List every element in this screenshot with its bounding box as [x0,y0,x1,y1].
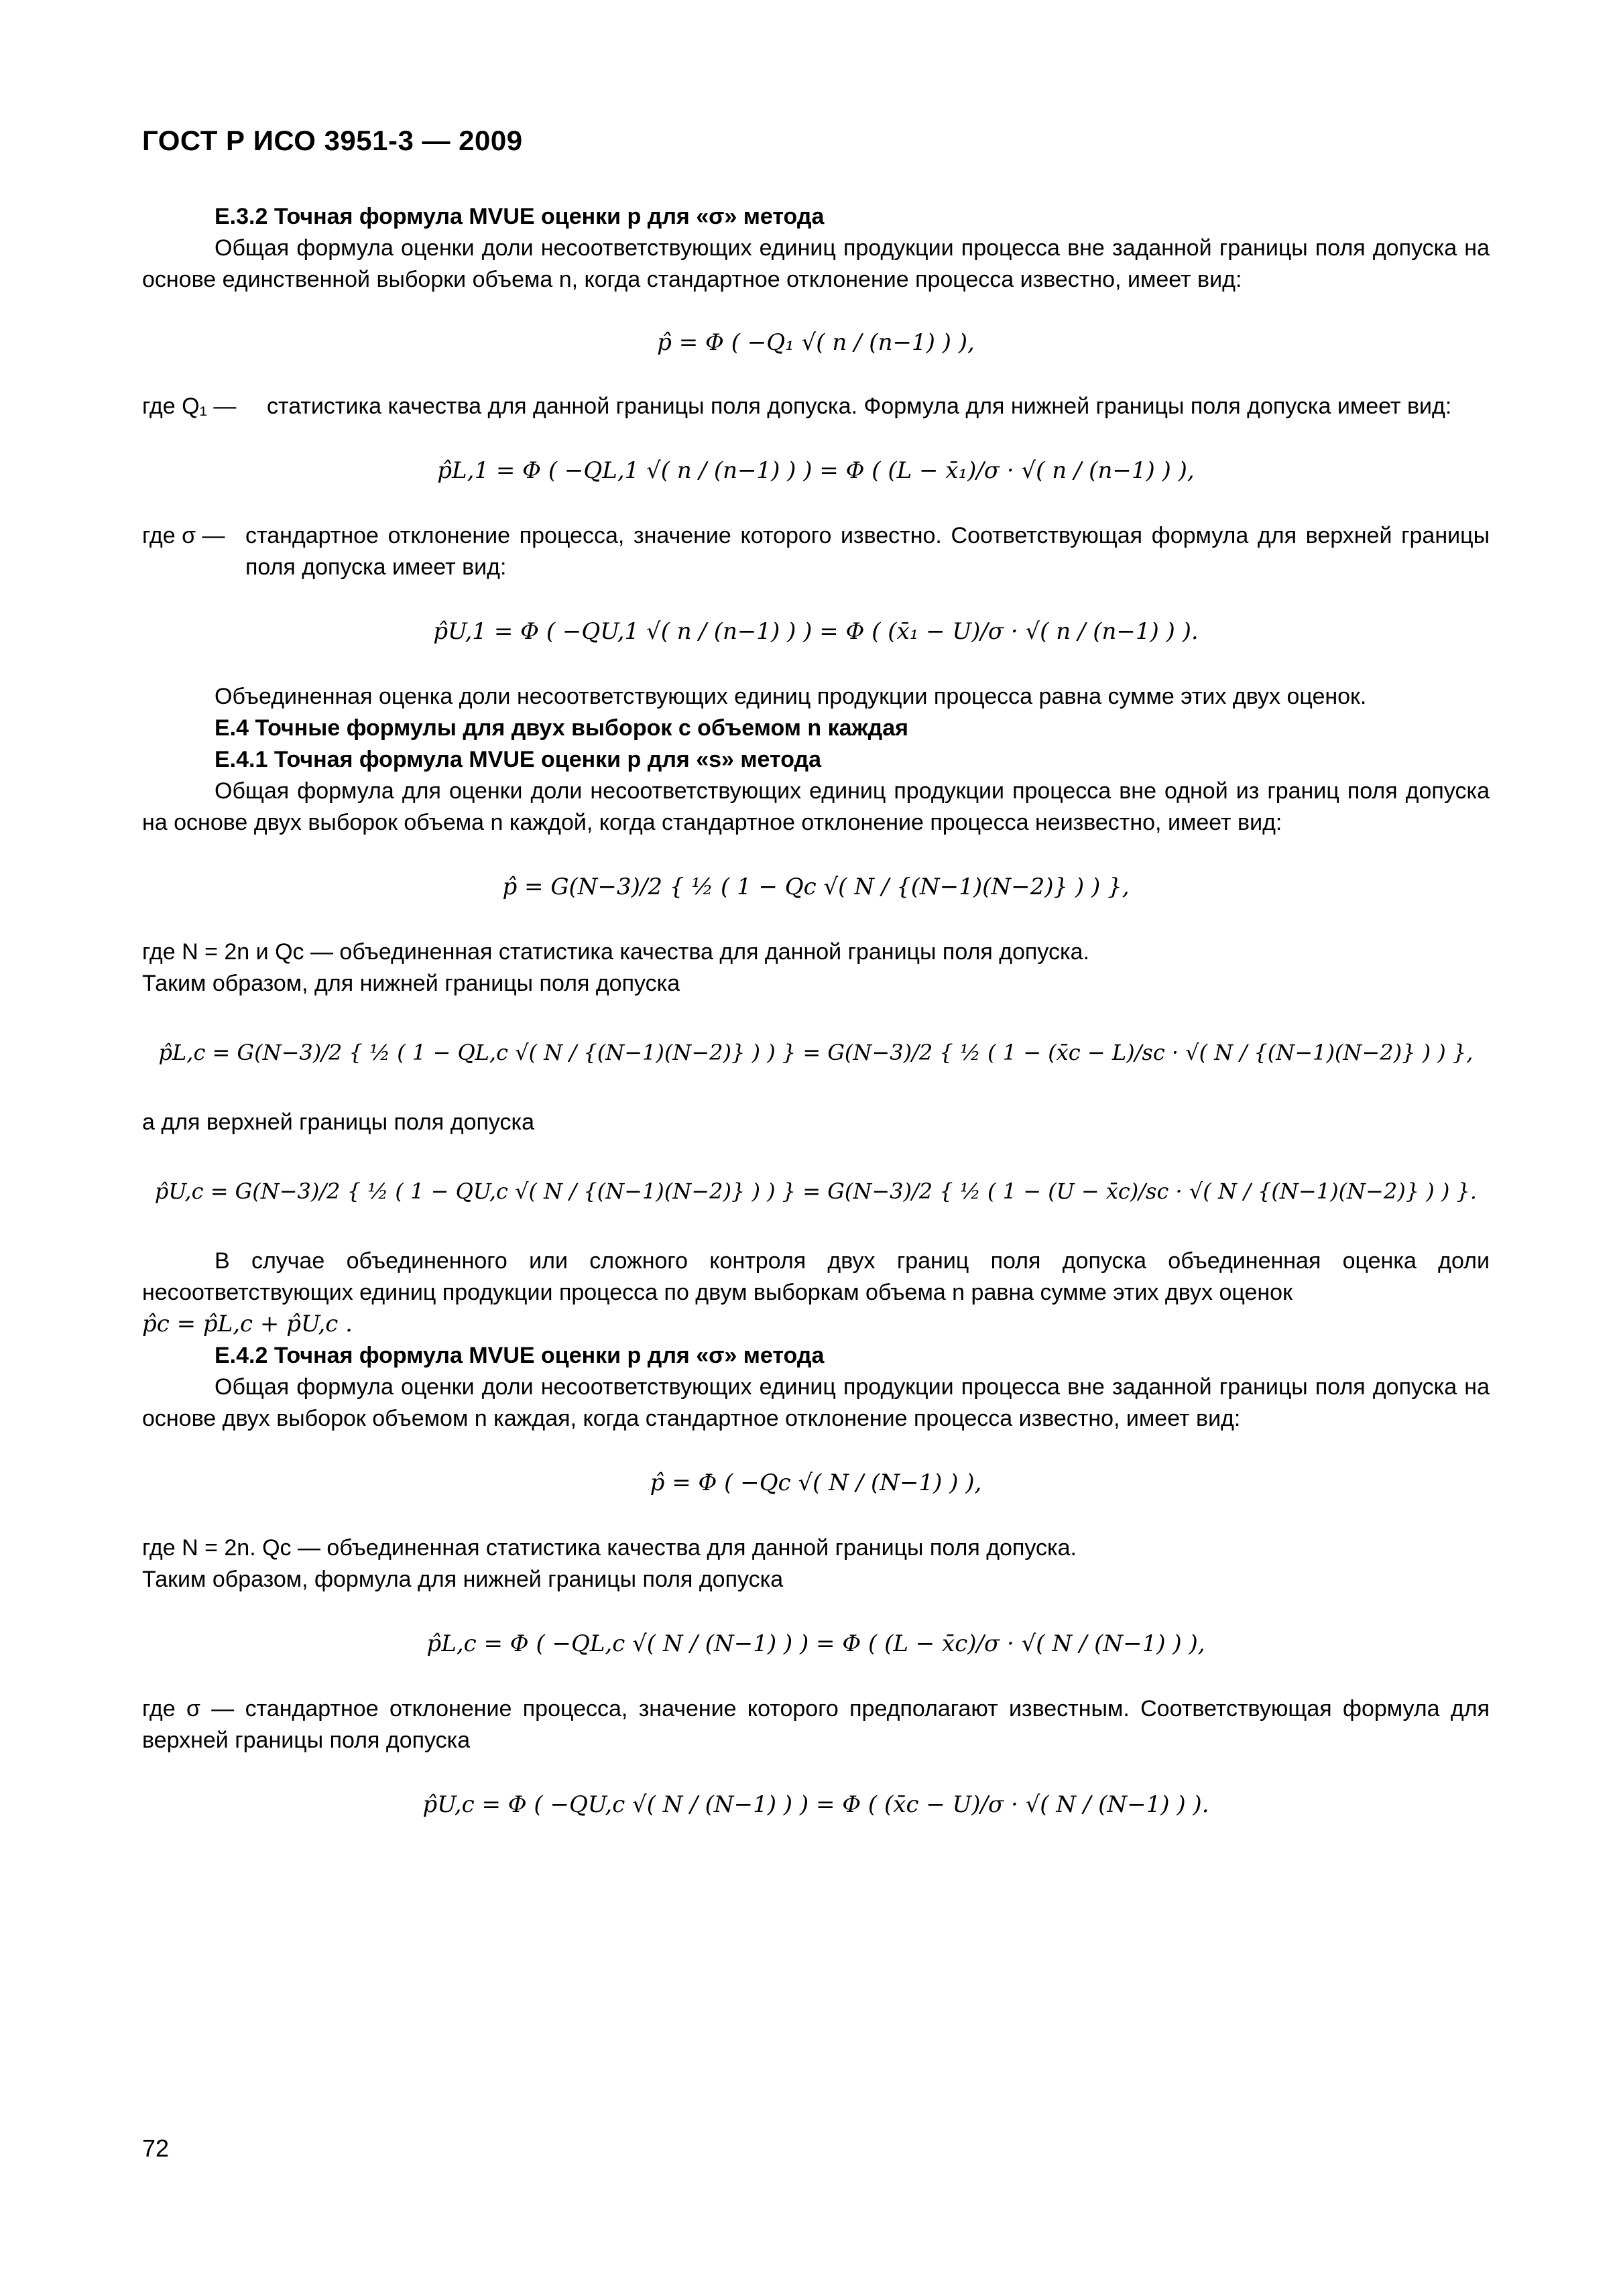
paragraph-combined [142,1246,1490,1309]
document-body [142,201,1490,1854]
paragraph-e32-sum: Объединенная оценка доли несоответствующих единиц продукции процесса равна сумме этих двух оценок. [215,684,1367,709]
paragraph-e41-intro: Общая формула для оценки доли несоответствующих единиц продукции процесса вне одной из границ поля допуска на основе двух выборок объема n каждой, когда стандартное отклонение процесса неизвестно, имеет вид: [142,778,1490,835]
section-title-e41: Е.4.1 Точная формула MVUE оценки p для «s» метода [215,747,822,772]
combined-text: В случае объединенного или сложного контроля двух границ поля допуска объединенная оценка доли несоответствующих единиц продукции процесса по двум выборкам объема n равна сумме этих двух оценок [142,1248,1490,1305]
where-q1-text: статистика качества для данной границы поля допуска. Формула для нижней границы поля допуска имеет вид: [267,394,1452,419]
formula-1: p̂ = Φ ( −Q₁ √( n / (n−1) ) ), [657,329,975,356]
formula-3: p̂U,1 = Φ ( −QU,1 √( n / (n−1) ) ) = Φ ( (x̄₁ − U)/σ · √( n / (n−1) ) ). [433,618,1199,645]
where-sigma [142,520,1490,583]
paragraph-e42-intro: Общая формула оценки доли несоответствующих единиц продукции процесса вне заданной границы поля допуска на основе двух выборок объемом n каждая, когда стандартное отклонение процесса известно, имеет вид: [142,1374,1490,1431]
where-q1-label: где Q₁ — [142,394,237,419]
where-sigma-text: стандартное отклонение процесса, значение которого известно. Соответствующая формула для верхней границы поля допуска имеет вид: [245,523,1490,580]
document-header: ГОСТ Р ИСО 3951-3 — 2009 [142,125,523,156]
formula-5: p̂L,c = G(N−3)/2 { ½ ( 1 − QL,c √( N / {(N−1)(N−2)} ) ) } = G(N−3)/2 { ½ ( 1 − (x̄c − L)/sc · √( N / {(N−1)(N−2)} ) ) }, [158,1040,1474,1065]
page-number: 72 [142,2134,170,2162]
section-title-e4: Е.4 Точные формулы для двух выборок с объемом n каждая [215,715,908,741]
combined-formula: p̂c = p̂L,c + p̂U,c . [142,1311,353,1337]
formula-7: p̂ = Φ ( −Qc √( N / (N−1) ) ), [650,1469,982,1496]
section-title-e32: Е.3.2 Точная формула MVUE оценки p для «σ» метода [215,204,825,229]
formula-6: p̂U,c = G(N−3)/2 { ½ ( 1 − QU,c √( N / {(N−1)(N−2)} ) ) } = G(N−3)/2 { ½ ( 1 − (U − x̄c)/sc · √( N / {(N−1)(N−2)} ) ) }. [154,1179,1478,1204]
paragraph-where-sigma2: где σ — стандартное отклонение процесса, значение которого предполагают известным. Соответствующая формула для верхней границы поля допуска [142,1696,1490,1753]
section-title-e42: Е.4.2 Точная формула MVUE оценки p для «σ» метода [215,1343,825,1368]
formula-9: p̂U,c = Φ ( −QU,c √( N / (N−1) ) ) = Φ ( (x̄c − U)/σ · √( N / (N−1) ) ). [422,1791,1209,1818]
where-sigma-label: где σ — [142,523,225,548]
formula-4: p̂ = G(N−3)/2 { ½ ( 1 − Qc √( N / {(N−1)(N−2)} ) ) }, [502,873,1130,900]
formula-8: p̂L,c = Φ ( −QL,c √( N / (N−1) ) ) = Φ ( (L − x̄c)/σ · √( N / (N−1) ) ), [426,1630,1205,1657]
where-q1 [142,391,1490,422]
paragraph-lower-lead2: Таким образом, формула для нижней границы поля допуска [142,1567,784,1592]
paragraph-e32-intro: Общая формула оценки доли несоответствующих единиц продукции процесса вне заданной границы поля допуска на основе единственной выборки объема n, когда стандартное отклонение процесса известно, имеет вид: [142,235,1490,292]
paragraph-upper-lead: а для верхней границы поля допуска [142,1109,535,1135]
paragraph-where-n: где N = 2n и Qc — объединенная статистика качества для данной границы поля допуска. [142,939,1089,965]
formula-2: p̂L,1 = Φ ( −QL,1 √( n / (n−1) ) ) = Φ ( (L − x̄₁)/σ · √( n / (n−1) ) ), [437,457,1195,484]
paragraph-where-n2: где N = 2n. Qc — объединенная статистика качества для данной границы поля допуска. [142,1535,1077,1561]
paragraph-lower-lead: Таким образом, для нижней границы поля допуска [142,971,680,996]
